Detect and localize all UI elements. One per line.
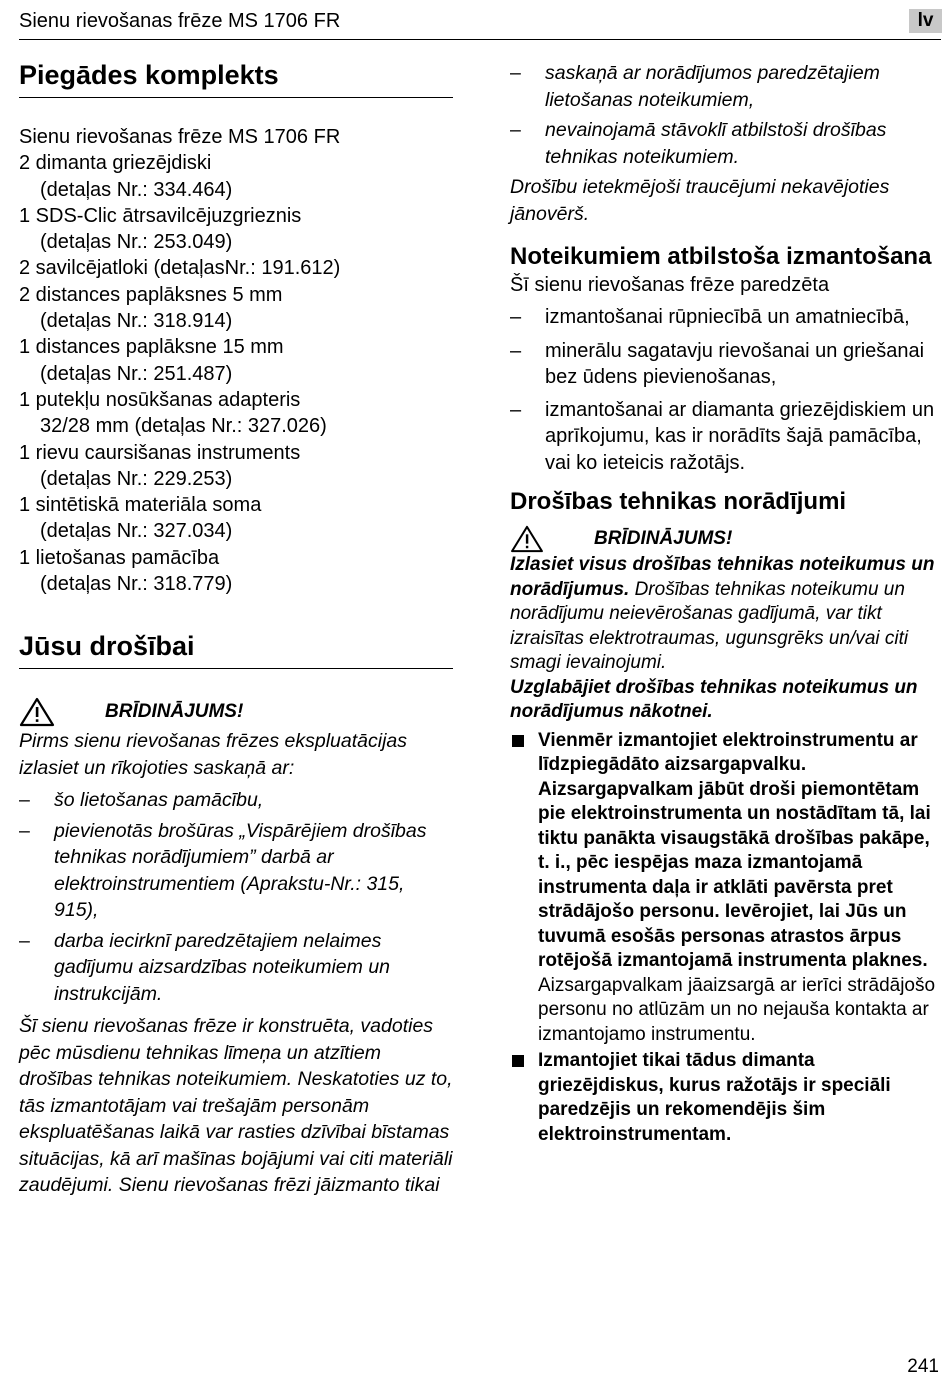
- delivery-line: 1 sintētiskā materiāla soma: [19, 494, 262, 517]
- list-item: – darba iecirknī paredzētajiem nelaimes gadījumu aizsardzības noteikumiem un instrukcijām.: [19, 928, 453, 1008]
- delivery-list: [19, 124, 453, 597]
- header-rule: [19, 39, 941, 40]
- warning-triangle-icon: [19, 697, 55, 727]
- bullet-text: Aizsargapvalkam jāaizsargā ar ierīci strādājošo personu no atlūzām un no nejauša kontakta ar izmantojamo instrumentu.: [538, 974, 936, 1045]
- header-title: Sienu rievošanas frēze MS 1706 FR: [19, 10, 341, 32]
- delivery-line: 1 lietošanas pamācība: [19, 546, 220, 569]
- delivery-line: 2 savilcējatloki (detaļasNr.: 191.612): [19, 257, 341, 280]
- warning-label: BRĪDINĀJUMS!: [594, 528, 733, 550]
- delivery-line: (detaļas Nr.: 318.779): [40, 573, 233, 596]
- delivery-line: (detaļas Nr.: 334.464): [40, 178, 233, 201]
- instructions-bullets: [510, 729, 944, 1148]
- right-column: [510, 60, 944, 1147]
- warning-row: [19, 697, 453, 727]
- intended-use-heading: Noteikumiem atbilstoša izmantošana: [510, 243, 932, 270]
- instructions-text: Drošības tehnikas noteikumu un norādījumu neievērošanas gadījumā, var tikt izraisītas elektrotraumas, ugunsgrēks un/vai citi smagi ievainojumi.: [510, 578, 909, 674]
- list-item: [510, 1049, 944, 1147]
- instructions-paragraph: [510, 553, 944, 676]
- safety-paragraph: Šī sienu rievošanas frēze ir konstruēta, vadoties pēc mūsdienu tehnikas līmeņa un atzītiem drošības tehnikas noteikumiem. Neskatoties uz to, tās izmantotājam vai trešajām personām ekspluatēšanas laikā var rasties dzīvībai bīstamas situācijas, kā arī mašīnas bojājumi vai citi materiāli zaudējumi. Sienu rievošanas frēzi jāizmanto tikai: [19, 1015, 453, 1197]
- delivery-line: (detaļas Nr.: 253.049): [40, 231, 233, 254]
- list-item: – izmantošanai rūpniecībā un amatniecībā,: [510, 304, 944, 330]
- continued-list: [510, 60, 944, 170]
- delivery-heading: Piegādes komplekts: [19, 58, 453, 98]
- delivery-line: (detaļas Nr.: 229.253): [40, 467, 233, 490]
- delivery-line: Sienu rievošanas frēze MS 1706 FR: [19, 126, 341, 148]
- keep-instructions-text: Uzglabājiet drošības tehnikas noteikumus un norādījumus nākotnei.: [510, 676, 918, 723]
- delivery-line: (detaļas Nr.: 327.034): [40, 520, 233, 543]
- continued-paragraph: Drošību ietekmējoši traucējumi nekavējoties jānovērš.: [510, 176, 890, 225]
- intended-use-list: [510, 304, 944, 476]
- delivery-line: 1 putekļu nosūkšanas adapteris: [19, 388, 301, 411]
- delivery-line: 2 distances paplāksnes 5 mm: [19, 283, 283, 306]
- delivery-line: 2 dimanta griezējdiski: [19, 152, 212, 175]
- list-item: – šo lietošanas pamācību,: [19, 787, 453, 814]
- intended-use-intro: Šī sienu rievošanas frēze paredzēta: [510, 274, 830, 296]
- list-item: – saskaņā ar norādījumos paredzētajiem lietošanas noteikumiem,: [510, 60, 944, 113]
- delivery-line: 1 rievu caursišanas instruments: [19, 441, 301, 464]
- list-item: [510, 729, 944, 1048]
- list-item: – minerālu sagatavju rievošanai un griešanai bez ūdens pievienošanas,: [510, 338, 944, 391]
- list-item: – pievienotās brošūras „Vispārējiem drošības tehnikas norādījumiem” darbā ar elektroinstrumentiem (Aprakstu-Nr.: 315, 915),: [19, 818, 453, 924]
- safety-heading: Jūsu drošībai: [19, 629, 453, 669]
- language-badge: lv: [909, 9, 942, 33]
- delivery-line: 1 SDS-Clic ātrsavilcējuzgrieznis: [19, 204, 302, 227]
- list-item: – nevainojamā stāvoklī atbilstoši drošības tehnikas noteikumiem.: [510, 117, 944, 170]
- delivery-line: 1 distances paplāksne 15 mm: [19, 336, 284, 359]
- left-column: [19, 58, 453, 1199]
- safety-intro: Pirms sienu rievošanas frēzes ekspluatācijas izlasiet un rīkojoties saskaņā ar:: [19, 730, 408, 779]
- bullet-bold-text: Vienmēr izmantojiet elektroinstrumentu ar līdzpiegādāto aizsargapvalku. Aizsargapvalkam jābūt droši piemontētam pie elektroinstrumenta un nostādītam tā, lai tiktu panākta visaugstākā drošības pakāpe, t. i., pēc iespējas maza izmantojamā instrumenta daļa ir atklāti pavērsta pret strādājošo personu. Ievērojiet, lai Jūs un tuvumā esošās personas atrastos ārpus rotējošā izmantojamā instrumenta plaknes.: [538, 729, 931, 972]
- warning-triangle-icon: [510, 525, 544, 553]
- safety-list: [19, 787, 453, 1007]
- delivery-line: 32/28 mm (detaļas Nr.: 327.026): [40, 415, 327, 438]
- safety-instructions-heading: Drošības tehnikas norādījumi: [510, 488, 847, 516]
- warning-label: BRĪDINĀJUMS!: [105, 701, 244, 723]
- bullet-bold-text: Izmantojiet tikai tādus dimanta griezējdiskus, kurus ražotājs ir speciāli paredzējis un rekomendējis šim elektroinstrumentam.: [538, 1050, 891, 1145]
- delivery-line: (detaļas Nr.: 251.487): [40, 362, 233, 385]
- page-number: 241: [907, 1356, 939, 1377]
- delivery-line: (detaļas Nr.: 318.914): [40, 310, 233, 333]
- instructions-bold-lead: Izlasiet visus drošības tehnikas noteikumus un norādījumus.: [510, 554, 935, 600]
- list-item: – izmantošanai ar diamanta griezējdiskiem un aprīkojumu, kas ir norādīts šajā pamācība, vai ko ieteicis ražotājs.: [510, 397, 944, 476]
- warning-row: [510, 525, 944, 553]
